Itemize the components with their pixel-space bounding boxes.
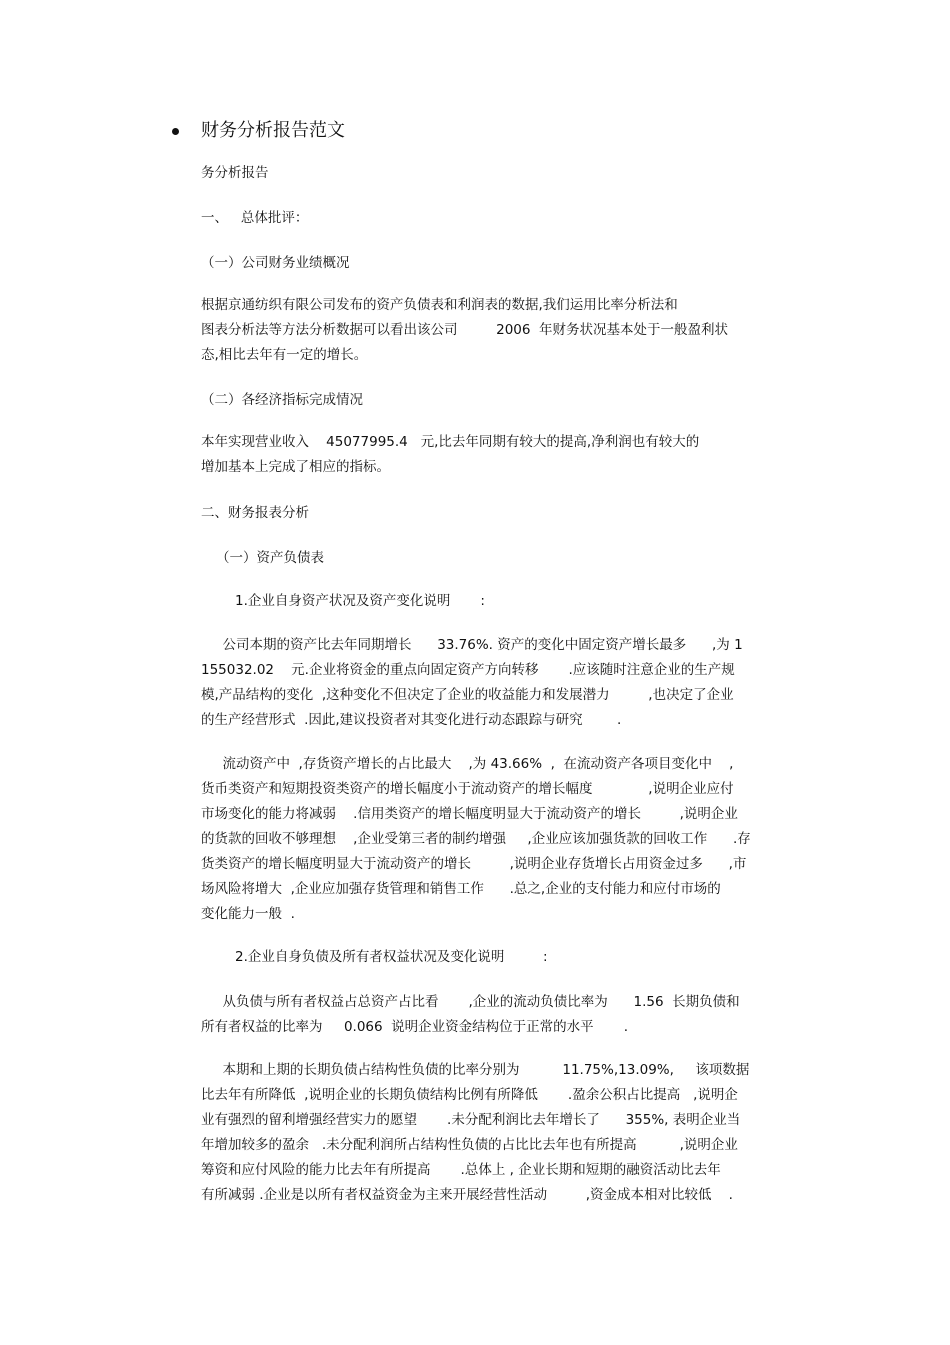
paragraph-line: 从负债与所有者权益占总资产占比看 ,企业的流动负债比率为 1.56 长期负债和	[201, 994, 740, 1010]
paragraph-line: 业有强烈的留利增强经营实力的愿望 .未分配利润比去年增长了 355%, 表明企业当	[201, 1112, 741, 1128]
subtitle: 务分析报告	[201, 165, 269, 181]
heading-2-1: （一）资产负债表	[216, 550, 324, 566]
paragraph-line: 155032.02 元.企业将资金的重点向固定资产方向转移 .应该随时注意企业的生产规	[201, 662, 735, 678]
paragraph-6	[201, 1058, 806, 1208]
paragraph-line: 货币类资产和短期投资类资产的增长幅度小于流动资产的增长幅度 ,说明企业应付	[201, 781, 734, 797]
paragraph-line: 比去年有所降低 ,说明企业的长期负债结构比例有所降低 .盈余公积占比提高 ,说明企	[201, 1087, 738, 1103]
paragraph-line: 的货款的回收不够理想 ,企业受第三者的制约增强 ,企业应该加强货款的回收工作 .存	[201, 831, 751, 847]
paragraph-line: 公司本期的资产比去年同期增长 33.76%. 资产的变化中固定资产增长最多 ,为 1	[201, 637, 743, 653]
paragraph-line: 态,相比去年有一定的增长。	[201, 347, 368, 363]
paragraph-line: 所有者权益的比率为 0.066 说明企业资金结构位于正常的水平 .	[201, 1019, 629, 1035]
paragraph-line: 增加基本上完成了相应的指标。	[201, 459, 390, 475]
paragraph-line: 年增加较多的盈余 .未分配利润所占结构性负债的占比比去年也有所提高 ,说明企业	[201, 1137, 738, 1153]
paragraph-line: 图表分析法等方法分析数据可以看出该公司 2006 年财务状况基本处于一般盈利状	[201, 322, 729, 338]
paragraph-line: 货类资产的增长幅度明显大于流动资产的增长 ,说明企业存货增长占用资金过多 ,市	[201, 856, 747, 872]
paragraph-5	[201, 990, 806, 1040]
paragraph-line: 流动资产中 ,存货资产增长的占比最大 ,为 43.66% , 在流动资产各项目变化中 ,	[201, 756, 734, 772]
paragraph-3	[201, 633, 806, 733]
paragraph-line: 模,产品结构的变化 ,这种变化不但决定了企业的收益能力和发展潜力 ,也决定了企业	[201, 687, 734, 703]
paragraph-1	[201, 293, 806, 368]
paragraph-line: 市场变化的能力将减弱 .信用类资产的增长幅度明显大于流动资产的增长 ,说明企业	[201, 806, 738, 822]
heading-2-1-2: 2.企业自身负债及所有者权益状况及变化说明 :	[235, 949, 548, 965]
paragraph-line: 的生产经营形式 .因此,建议投资者对其变化进行动态跟踪与研究 .	[201, 712, 622, 728]
paragraph-line: 本期和上期的长期负债占结构性负债的比率分别为 11.75%,13.09%, 该项数据	[201, 1062, 750, 1078]
paragraph-line: 筹资和应付风险的能力比去年有所提高 .总体上 , 企业长期和短期的融资活动比去年	[201, 1162, 721, 1178]
heading-2-1-1: 1.企业自身资产状况及资产变化说明 :	[235, 593, 485, 609]
paragraph-4	[201, 752, 806, 927]
document-title: 财务分析报告范文	[201, 120, 345, 141]
paragraph-line: 变化能力一般 .	[201, 906, 295, 922]
bullet-icon	[172, 128, 179, 135]
paragraph-line: 有所减弱 .企业是以所有者权益资金为主来开展经营性活动 ,资金成本相对比较低 .	[201, 1187, 733, 1203]
heading-2: 二、财务报表分析	[201, 505, 309, 521]
paragraph-line: 根据京通纺织有限公司发布的资产负债表和利润表的数据,我们运用比率分析法和	[201, 297, 678, 313]
paragraph-2	[201, 430, 806, 480]
paragraph-line: 本年实现营业收入 45077995.4 元,比去年同期有较大的提高,净利润也有较大的	[201, 434, 700, 450]
heading-1: 一、 总体批评：	[201, 210, 309, 226]
heading-1-1: （一）公司财务业绩概况	[201, 255, 350, 271]
paragraph-line: 场风险将增大 ,企业应加强存货管理和销售工作 .总之,企业的支付能力和应付市场的	[201, 881, 721, 897]
heading-1-2: （二）各经济指标完成情况	[201, 392, 363, 408]
title-row	[172, 118, 345, 144]
